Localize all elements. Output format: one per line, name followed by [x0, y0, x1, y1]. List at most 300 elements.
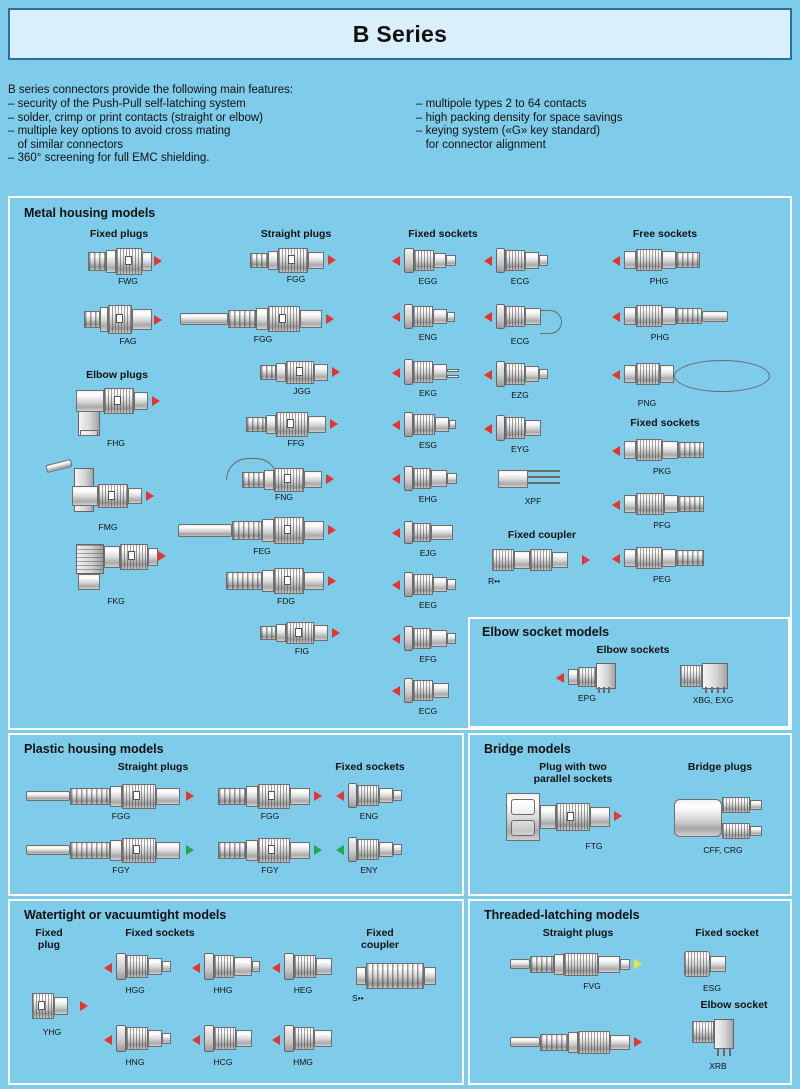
contact-pin: [705, 687, 707, 693]
connector-body-segment: [492, 549, 514, 571]
direction-arrow-icon: [612, 554, 620, 564]
connector-body-segment: [552, 552, 568, 568]
caption-FFG: FFG: [287, 438, 305, 448]
caption-EEG: EEG: [419, 600, 437, 610]
direction-arrow-icon: [314, 791, 322, 801]
connector-R: [486, 546, 596, 590]
connector-body-segment: [308, 416, 326, 433]
group-title-wt-plug: plug: [37, 939, 61, 951]
group-title-plug-two-sockets-line2: parallel sockets: [533, 773, 613, 785]
connector-body-segment: [357, 839, 379, 860]
connector-body-segment: [636, 305, 662, 327]
connector-body-segment: [262, 519, 274, 542]
direction-arrow-icon: [556, 673, 564, 683]
cable-tail: [702, 311, 728, 322]
direction-arrow-icon: [484, 370, 492, 380]
key-marker: [284, 576, 291, 585]
direction-arrow-icon: [152, 396, 160, 406]
connector-FIG: [258, 620, 346, 664]
panel-title-metal: Metal housing models: [24, 206, 156, 220]
caption-FIG: FIG: [294, 646, 310, 656]
caption-FVG-1: FVG: [583, 981, 601, 991]
caption-HCG: HCG: [213, 1057, 233, 1067]
direction-arrow-icon: [612, 312, 620, 322]
bridge-body: [674, 799, 722, 837]
mounting-flange: [204, 953, 214, 980]
connector-body-segment: [379, 842, 393, 857]
connector-body-segment: [413, 414, 435, 435]
connector-body-segment: [525, 252, 539, 269]
caption-FMG: FMG: [98, 522, 118, 532]
connector-body-segment: [214, 1027, 236, 1050]
connector-XBG-EXG: [668, 661, 764, 705]
connector-body-segment: [564, 953, 598, 976]
connector-body-segment: [447, 312, 455, 322]
group-title-th-elbow-socket: Elbow socket: [700, 999, 768, 1011]
connector-plastic-ENG: [336, 781, 416, 825]
direction-arrow-icon: [392, 528, 400, 538]
caption-FAG: FAG: [119, 336, 137, 346]
caption-PNG: PNG: [637, 398, 657, 408]
panel-watertight-models: [8, 899, 464, 1085]
cable-tail: [178, 524, 232, 537]
mounting-flange: [404, 678, 413, 703]
cable-tail: [510, 1037, 540, 1047]
connector-body-segment: [316, 958, 332, 975]
connector-body-segment: [424, 967, 436, 985]
caption-plastic-ENG: ENG: [359, 811, 379, 821]
connector-body-segment: [662, 307, 676, 325]
caption-threaded-ESG: ESG: [703, 983, 721, 993]
connector-body-segment: [393, 844, 402, 855]
connector-body-segment: [246, 786, 258, 807]
panel-title-plastic: Plastic housing models: [24, 742, 164, 756]
connector-body-segment: [134, 392, 148, 410]
connector-body-segment: [357, 785, 379, 806]
connector-body-segment: [498, 470, 528, 488]
panel-threaded-latching-models: [468, 899, 792, 1085]
connector-XPF: [498, 464, 574, 510]
connector-body-segment: [578, 1031, 610, 1054]
caption-PKG: PKG: [653, 466, 671, 476]
page-title-bar: [8, 8, 792, 60]
cable-tail: [45, 459, 72, 473]
caption-EFG: EFG: [419, 654, 437, 664]
key-marker: [38, 1001, 45, 1010]
connector-FMG: [40, 460, 176, 532]
connector-body-segment: [148, 1030, 162, 1047]
connector-body-segment: [525, 366, 539, 382]
connector-body-segment: [539, 255, 548, 266]
connector-ECG-2: [484, 302, 570, 348]
connector-body-segment: [684, 951, 710, 977]
connector-body-segment: [590, 807, 610, 827]
connector-EGG: [392, 246, 464, 290]
key-marker: [108, 491, 115, 500]
connector-body-segment: [664, 495, 678, 513]
connector-body-segment: [314, 625, 328, 641]
mounting-flange: [348, 783, 357, 808]
connector-body-segment: [433, 577, 447, 592]
connector-body-segment: [636, 547, 662, 569]
connector-body-segment: [413, 680, 433, 701]
connector-body-segment: [433, 364, 447, 380]
intro-left-line: – 360° screening for full EMC shielding.: [8, 152, 210, 164]
intro-block: [8, 84, 792, 189]
direction-arrow-icon: [154, 256, 162, 266]
mounting-flange: [404, 521, 413, 544]
intro-right-line: – high packing density for space savings: [416, 111, 623, 124]
connector-body-segment: [132, 309, 152, 330]
caption-JGG: JGG: [293, 386, 311, 396]
direction-arrow-icon: [332, 367, 340, 377]
connector-body-segment: [366, 963, 424, 989]
intro-right-line: – multipole types 2 to 64 contacts: [416, 98, 587, 110]
cable-tail: [510, 959, 530, 969]
page-title: B Series: [352, 20, 448, 47]
group-title-free-sockets: Free sockets: [632, 228, 698, 240]
connector-body-segment: [276, 363, 286, 382]
caption-plastic-FGY: FGY: [112, 865, 130, 875]
caption-EJG: EJG: [419, 548, 437, 558]
intro-left-line: – security of the Push-Pull self-latching system: [8, 98, 246, 110]
connector-body-segment: [314, 1030, 332, 1047]
connector-body-segment: [262, 570, 274, 592]
connector-body-segment: [568, 669, 578, 685]
caption-FGG-2: FGG: [253, 334, 273, 344]
direction-arrow-icon: [612, 500, 620, 510]
group-title-th-fixed-socket: Fixed socket: [695, 927, 759, 939]
caption-plastic-FGG-2: FGG: [260, 811, 280, 821]
connector-body-segment: [84, 311, 100, 328]
connector-FHG: [56, 386, 176, 448]
direction-arrow-icon: [634, 959, 642, 969]
connector-FKG: [56, 540, 176, 608]
direction-arrow-icon: [392, 420, 400, 430]
connector-EHG: [392, 464, 464, 508]
connector-body-segment: [692, 1021, 714, 1043]
caption-ECG-2: ECG: [510, 336, 530, 346]
threaded-coupling-nut: [598, 956, 620, 973]
connector-body-segment: [431, 470, 447, 487]
connector-body-segment: [266, 415, 276, 434]
connector-body-segment: [530, 956, 554, 973]
caption-FDG: FDG: [277, 596, 295, 606]
direction-arrow-icon: [330, 419, 338, 429]
mounting-flange: [116, 1025, 126, 1052]
direction-arrow-icon: [314, 845, 322, 855]
caption-XRB: XRB: [709, 1061, 727, 1071]
panel-elbow-socket-models: [468, 617, 790, 728]
connector-body-segment: [624, 549, 636, 567]
cable-bend: [540, 310, 562, 334]
mounting-flange: [496, 361, 505, 387]
connector-FVG-1: [510, 949, 654, 995]
direction-arrow-icon: [484, 256, 492, 266]
connector-body-segment: [431, 630, 447, 647]
connector-FEG: [178, 514, 346, 560]
direction-arrow-icon: [272, 1035, 280, 1045]
connector-body-segment: [568, 1032, 578, 1053]
group-title-fixed-coupler: Fixed coupler: [507, 529, 577, 541]
connector-CFF-CRG: [668, 793, 784, 855]
caption-FHG: FHG: [107, 438, 125, 448]
connector-body-segment: [72, 486, 98, 506]
mounting-flange: [404, 466, 413, 491]
direction-arrow-icon: [80, 1001, 88, 1011]
caption-FKG: FKG: [107, 596, 125, 606]
mounting-flange: [204, 1025, 214, 1052]
caption-FTG: FTG: [585, 841, 603, 851]
connector-body-segment: [268, 251, 278, 270]
mounting-flange: [404, 304, 413, 329]
group-title-wt-fixed-coupler-line1: Fixed: [366, 927, 394, 939]
connector-body-segment: [300, 310, 322, 328]
group-title-fixed-sockets-right: Fixed sockets: [630, 417, 700, 429]
connector-PNG: [612, 356, 782, 408]
direction-arrow-icon: [328, 525, 336, 535]
intro-left-column: [8, 98, 416, 166]
contact-pin: [447, 375, 459, 378]
connector-FAG: [82, 304, 174, 350]
key-marker: [567, 812, 574, 821]
connector-body-segment: [162, 1033, 171, 1044]
connector-body-segment: [356, 967, 366, 985]
connector-body-segment: [228, 310, 256, 328]
connector-body-segment: [433, 309, 447, 324]
connector-ECG-1: [484, 246, 556, 290]
connector-body-segment: [710, 956, 726, 972]
connector-body-segment: [242, 472, 264, 488]
caption-HMG: HMG: [293, 1057, 313, 1067]
connector-body-segment: [447, 473, 457, 484]
connector-plastic-FGY: [26, 835, 206, 879]
connector-body-segment: [256, 308, 268, 330]
connector-body-segment: [447, 633, 456, 644]
intro-left-line: of similar connectors: [8, 138, 124, 151]
connector-body-segment: [156, 842, 180, 859]
direction-arrow-icon: [332, 628, 340, 638]
connector-ESG: [392, 410, 464, 454]
connector-body-segment: [636, 249, 662, 271]
intro-left-line: – solder, crimp or print contacts (straight or elbow): [8, 111, 264, 124]
connector-threaded-ESG: [676, 949, 756, 995]
connector-body-segment: [126, 1027, 148, 1050]
cable-tail: [180, 313, 228, 325]
connector-body-segment: [660, 365, 674, 383]
connector-body-segment: [156, 788, 180, 805]
connector-body-segment: [413, 574, 433, 595]
connector-body-segment: [70, 842, 110, 859]
contact-pin: [528, 476, 560, 478]
connector-body-segment: [246, 840, 258, 861]
direction-arrow-icon: [192, 1035, 200, 1045]
connector-body-segment: [246, 417, 266, 432]
connector-FDG: [226, 566, 346, 612]
connector-body-segment: [414, 250, 434, 271]
connector-body-segment: [525, 308, 541, 325]
connector-body-segment: [290, 788, 310, 805]
direction-arrow-icon: [154, 315, 162, 325]
key-marker: [268, 845, 275, 854]
connector-PHG-1: [612, 246, 720, 290]
direction-arrow-icon: [612, 256, 620, 266]
intro-lead: B series connectors provide the following main features:: [8, 84, 294, 96]
panel-title-elbow-socket: Elbow socket models: [482, 625, 610, 639]
direction-arrow-icon: [336, 791, 344, 801]
connector-body-segment: [232, 521, 262, 540]
key-marker: [284, 525, 291, 534]
connector-body-segment: [554, 954, 564, 975]
caption-FGG-1: FGG: [286, 274, 306, 284]
connector-body-segment: [314, 364, 328, 381]
connector-body-segment: [250, 253, 268, 268]
caption-EGG: EGG: [418, 276, 438, 286]
caption-PHG-1: PHG: [649, 276, 669, 286]
group-title-elbow-sockets: Elbow sockets: [596, 644, 670, 656]
connector-FVG-2: [510, 1027, 654, 1073]
intro-right-column: [416, 98, 792, 166]
caption-HNG: HNG: [125, 1057, 145, 1067]
panel-plastic-housing-models: [8, 733, 464, 896]
connector-EZG: [484, 358, 556, 404]
panel-title-watertight: Watertight or vacuumtight models: [24, 908, 227, 922]
direction-arrow-icon: [186, 791, 194, 801]
connector-body-segment: [525, 420, 541, 436]
connector-body-segment: [78, 574, 100, 590]
connector-FWG: [82, 246, 174, 292]
cable-gland-ring: [80, 430, 98, 436]
connector-plastic-FGG-2: [218, 781, 330, 825]
connector-body-segment: [750, 800, 762, 810]
key-marker: [288, 255, 295, 264]
connector-body-segment: [449, 420, 456, 429]
connector-plastic-ENY: [336, 835, 416, 879]
connector-body-segment: [624, 365, 636, 383]
connector-body-segment: [676, 550, 704, 566]
connector-body-segment: [218, 842, 246, 859]
connector-body-segment: [304, 471, 322, 488]
connector-FGG-1: [246, 246, 346, 290]
connector-body-segment: [624, 495, 636, 513]
panel-bridge-models: [468, 733, 792, 896]
caption-PFG: PFG: [653, 520, 671, 530]
connector-body-segment: [678, 496, 704, 512]
socket-opening: [511, 820, 535, 836]
direction-arrow-icon: [484, 424, 492, 434]
mounting-flange: [404, 572, 413, 597]
connector-body-segment: [636, 493, 664, 515]
mounting-flange: [284, 953, 294, 980]
connector-FFG: [246, 410, 346, 454]
mounting-flange: [348, 837, 357, 862]
caption-FNG: FNG: [275, 492, 293, 502]
caption-PHG-2: PHG: [650, 332, 670, 342]
group-title-plastic-straight-plugs: Straight plugs: [117, 761, 189, 773]
key-marker: [284, 474, 291, 483]
caption-PEG: PEG: [653, 574, 671, 584]
mounting-flange: [116, 953, 126, 980]
direction-arrow-icon: [392, 256, 400, 266]
connector-body-segment: [76, 390, 104, 412]
direction-arrow-icon: [634, 1037, 642, 1047]
cable-tail: [26, 845, 70, 855]
key-marker: [125, 256, 132, 265]
direction-arrow-icon: [146, 491, 154, 501]
connector-body-segment: [70, 788, 110, 805]
connector-body-segment: [680, 665, 702, 687]
group-title-elbow-plugs: Elbow plugs: [86, 369, 148, 381]
connector-body-segment: [148, 548, 158, 566]
connector-body-segment: [413, 468, 431, 489]
direction-arrow-icon: [392, 368, 400, 378]
connector-JGG: [258, 358, 346, 402]
mounting-flange: [404, 248, 414, 273]
connector-body-segment: [530, 549, 552, 571]
intro-left-line: – multiple key options to avoid cross mating: [8, 125, 231, 137]
direction-arrow-icon: [104, 963, 112, 973]
key-marker: [128, 551, 135, 560]
connector-EJG: [392, 518, 464, 562]
direction-arrow-icon: [582, 555, 590, 565]
caption-XBG-EXG: XBG, EXG: [692, 695, 734, 705]
key-marker: [296, 367, 303, 376]
contact-pin: [528, 470, 560, 472]
connector-body-segment: [620, 959, 630, 970]
connector-body-segment: [413, 628, 431, 649]
connector-body-segment: [104, 546, 120, 568]
connector-HCG: [192, 1023, 268, 1069]
connector-body-segment: [379, 788, 393, 803]
connector-body-segment: [110, 786, 122, 807]
connector-FNG: [222, 458, 346, 508]
connector-YHG: [24, 991, 86, 1041]
connector-body-segment: [162, 961, 171, 972]
direction-arrow-icon: [158, 551, 166, 561]
intro-right-line: – keying system («G» key standard): [416, 125, 601, 137]
connector-body-segment: [413, 523, 431, 542]
connector-body-segment: [514, 551, 530, 569]
group-title-plug-two-sockets-line1: Plug with two: [539, 761, 607, 773]
lanyard-loop: [674, 360, 770, 392]
direction-arrow-icon: [612, 446, 620, 456]
key-marker: [133, 845, 140, 854]
caption-FWG: FWG: [118, 276, 138, 286]
connector-body-segment: [540, 1034, 568, 1051]
caption-EZG: EZG: [511, 390, 529, 400]
caption-YHG: YHG: [42, 1027, 62, 1037]
connector-body-segment: [722, 823, 750, 839]
connector-body-segment: [110, 840, 122, 861]
connector-body-segment: [260, 365, 276, 380]
key-marker: [295, 628, 302, 637]
group-title-fixed-sockets: Fixed sockets: [408, 228, 478, 240]
elbow-vertical-body: [596, 663, 616, 689]
caption-plastic-FGG-1: FGG: [111, 811, 131, 821]
connector-EFG: [392, 624, 464, 668]
contact-pin: [528, 482, 560, 484]
elbow-vertical-body: [76, 544, 104, 574]
connector-body-segment: [252, 961, 260, 972]
contact-pin: [729, 1049, 731, 1056]
contact-pin: [717, 687, 719, 693]
connector-body-segment: [678, 442, 704, 458]
connector-body-segment: [236, 1030, 252, 1047]
caption-EHG: EHG: [418, 494, 438, 504]
connector-body-segment: [290, 842, 310, 859]
connector-PEG: [612, 544, 726, 588]
mounting-flange: [496, 304, 505, 329]
